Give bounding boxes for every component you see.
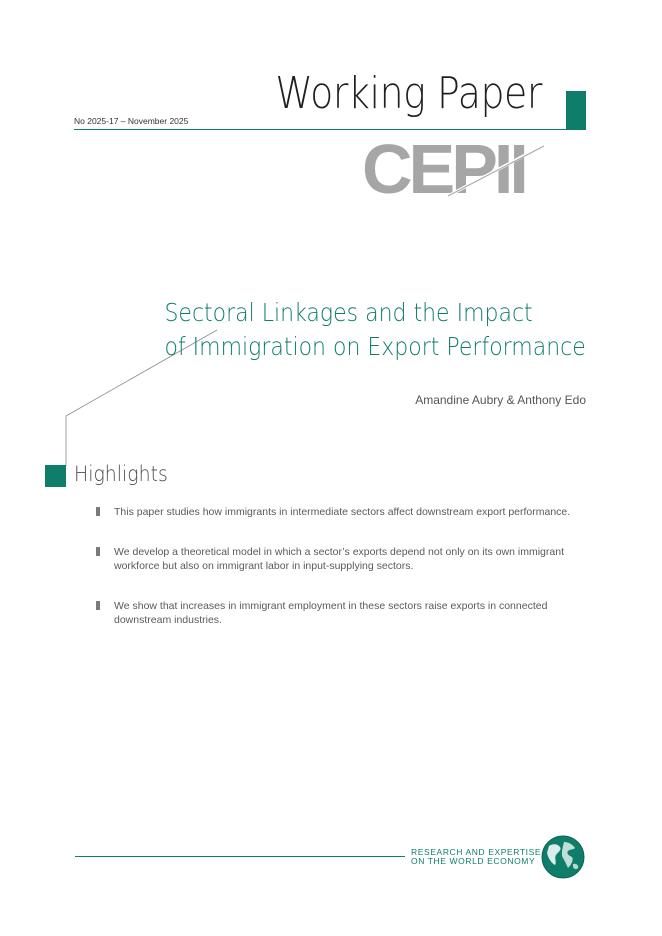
bullet-icon — [96, 547, 100, 556]
highlights-accent-square — [45, 465, 66, 487]
cepii-logo-text: CEPII — [362, 130, 525, 208]
highlight-item — [96, 545, 588, 573]
footer-rule — [75, 856, 405, 857]
series-title: Working Paper — [275, 68, 542, 119]
authors: Amandine Aubry & Anthony Edo — [415, 393, 586, 407]
globe-icon — [540, 834, 586, 880]
highlights-list — [96, 505, 588, 653]
footer-tagline — [411, 848, 541, 866]
bullet-icon — [96, 507, 100, 516]
paper-title-line-1: Sectoral Linkages and the Impact — [164, 298, 533, 327]
highlight-text: This paper studies how immigrants in intermediate sectors affect downstream export performance. — [114, 506, 571, 518]
highlights-heading: Highlights — [74, 462, 168, 486]
footer-tagline-line-2: ON THE WORLD ECONOMY — [411, 856, 536, 866]
highlight-item — [96, 505, 588, 519]
footer-tagline-line-1: RESEARCH AND EXPERTISE — [411, 847, 542, 857]
issue-number: No 2025-17 – November 2025 — [74, 116, 189, 126]
paper-title — [165, 296, 586, 364]
highlight-text: We develop a theoretical model in which a sector’s exports depend not only on its own immigrant workforce but also on immigrant labor in input-supplying sectors. — [114, 546, 564, 572]
highlight-text: We show that increases in immigrant employment in these sectors raise exports in connected downstream industries. — [114, 600, 548, 626]
paper-title-line-2: of Immigration on Export Performance — [164, 332, 586, 361]
bullet-icon — [96, 601, 100, 610]
highlight-item — [96, 599, 588, 627]
